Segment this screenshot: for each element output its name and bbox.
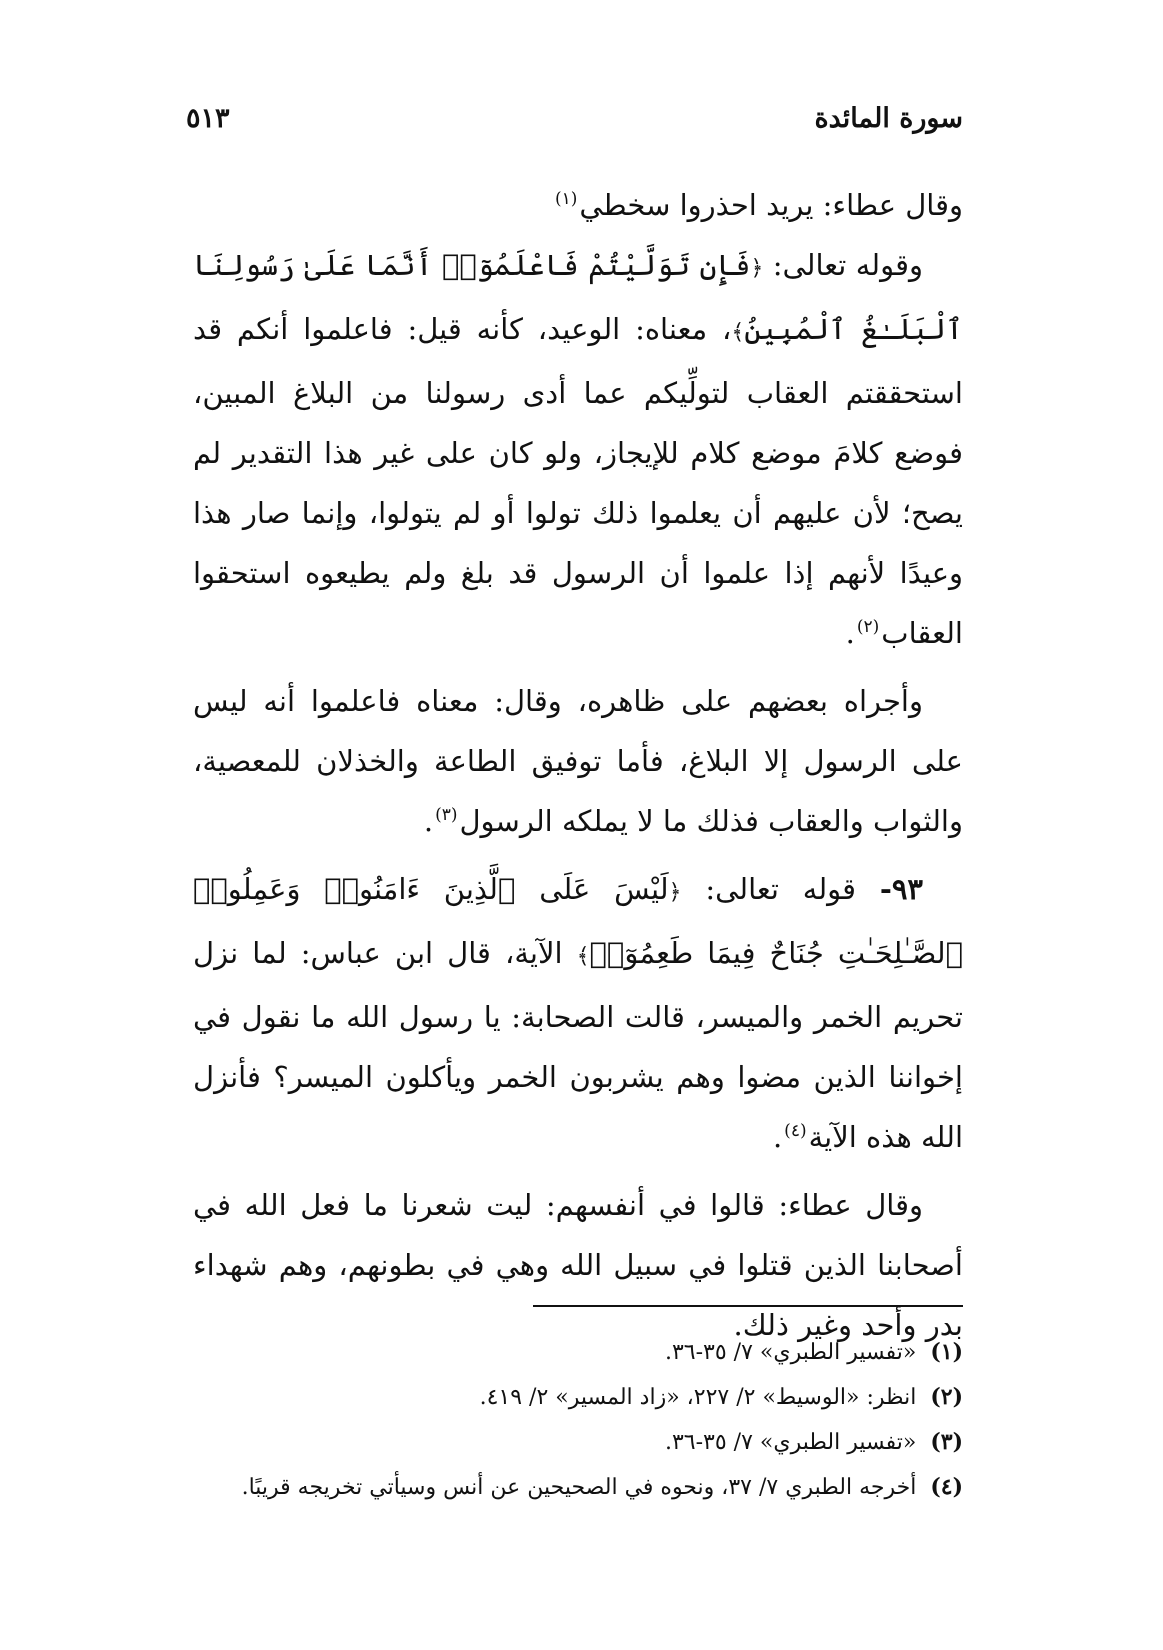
footnote-text: أخرجه الطبري ٧/ ٣٧، ونحوه في الصحيحين عن أنس وسيأتي تخريجه قريبًا. bbox=[241, 1475, 917, 1500]
footnote-ref-3: (٣) bbox=[435, 805, 458, 826]
paragraph-2-end: . bbox=[845, 616, 855, 650]
footnote-number: (٢) bbox=[930, 1384, 963, 1410]
page-number: ٥١٣ bbox=[186, 102, 230, 134]
footnote-text: «تفسير الطبري» ٧/ ٣٥-٣٦. bbox=[664, 1340, 917, 1365]
footnote-2 bbox=[163, 1375, 963, 1420]
footnote-number: (٤) bbox=[930, 1474, 963, 1500]
surah-title: سورة المائدة bbox=[814, 102, 963, 134]
verse-number: ٩٣- bbox=[879, 872, 924, 906]
paragraph-5 bbox=[193, 1175, 963, 1355]
footnote-text: انظر: «الوسيط» ٢/ ٢٢٧، «زاد المسير» ٢/ ٤١٩. bbox=[479, 1385, 917, 1410]
footnote-number: (١) bbox=[930, 1339, 963, 1365]
footnotes bbox=[163, 1330, 963, 1510]
paragraph-1 bbox=[193, 175, 963, 235]
paragraph-4-intro: قوله تعالى: bbox=[681, 872, 880, 906]
quran-open-bracket: ﴿ bbox=[668, 880, 682, 905]
paragraph-3-text: وأجراه بعضهم على ظاهره، وقال: معناه فاعلموا أنه ليس على الرسول إلا البلاغ، فأما توفيق الطاعة والخذلان للمعصية، والثواب والعقاب فذلك ما لا يملكه الرسول bbox=[193, 684, 963, 838]
paragraph-2 bbox=[193, 235, 963, 663]
footnote-number: (٣) bbox=[930, 1429, 963, 1455]
quran-close-bracket: ﴾ bbox=[576, 944, 590, 969]
paragraph-4-end: . bbox=[772, 1120, 783, 1154]
footnote-4 bbox=[163, 1465, 963, 1510]
quran-open-bracket: ﴿ bbox=[750, 256, 764, 281]
footnote-3 bbox=[163, 1420, 963, 1465]
quran-verse-2: لَيْسَ عَلَى ٱلَّذِينَ ءَامَنُوا۟ وَعَمِلُوا۟ ٱلصَّـٰلِحَـٰتِ جُنَاحٌ فِيمَا طَعِمُوٓا۟ bbox=[193, 872, 964, 970]
paragraph-5-text: وقال عطاء: قالوا في أنفسهم: ليت شعرنا ما فعل الله في أصحابنا الذين قتلوا في سبيل الله وهي في بطونهم، وهم شهداء بدر وأحد وغير ذلك. bbox=[193, 1188, 963, 1342]
footnote-1 bbox=[163, 1330, 963, 1375]
quran-verse-1: فَإِن تَوَلَّيْتُمْ فَاعْلَمُوٓا۟ أَنَّمَا عَلَىٰ رَسُولِنَا ٱلْبَلَـٰغُ ٱلْمُبِينُ bbox=[193, 248, 963, 346]
paragraph-4-text: الآية، قال ابن عباس: لما نزل تحريم الخمر والميسر، قالت الصحابة: يا رسول الله ما نقول في إخواننا الذين مضوا وهم يشربون الخمر ويأكلون الميسر؟ فأنزل الله هذه الآية bbox=[193, 936, 963, 1154]
footnote-separator bbox=[533, 1305, 963, 1307]
quran-close-bracket: ﴾ bbox=[731, 320, 745, 345]
footnote-text: «تفسير الطبري» ٧/ ٣٥-٣٦. bbox=[664, 1430, 917, 1455]
running-header bbox=[186, 98, 963, 138]
paragraph-2-intro: وقوله تعالى: bbox=[763, 248, 923, 282]
paragraph-1-text: وقال عطاء: يريد احذروا سخطي bbox=[579, 188, 963, 222]
main-text bbox=[193, 175, 963, 1355]
footnote-ref-4: (٤) bbox=[784, 1121, 807, 1142]
paragraph-2-text: ، معناه: الوعيد، كأنه قيل: فاعلموا أنكم قد استحققتم العقاب لتولِّيكم عما أدى رسولنا من البلاغ المبين، فوضع كلامَ موضع كلام للإيجاز، ولو كان على غير هذا التقدير لم يصح؛ لأن عليهم أن يعلموا ذلك تولوا أو لم يتولوا، وإنما صار هذا وعيدًا لأنهم إذا علموا أن الرسول قد بلغ ولم يطيعوه استحقوا العقاب bbox=[193, 312, 963, 650]
footnote-ref-1: (١) bbox=[554, 189, 578, 210]
paragraph-4 bbox=[193, 859, 963, 1167]
footnote-ref-2: (٢) bbox=[856, 617, 880, 638]
paragraph-3 bbox=[193, 671, 963, 851]
paragraph-3-end: . bbox=[423, 804, 434, 838]
